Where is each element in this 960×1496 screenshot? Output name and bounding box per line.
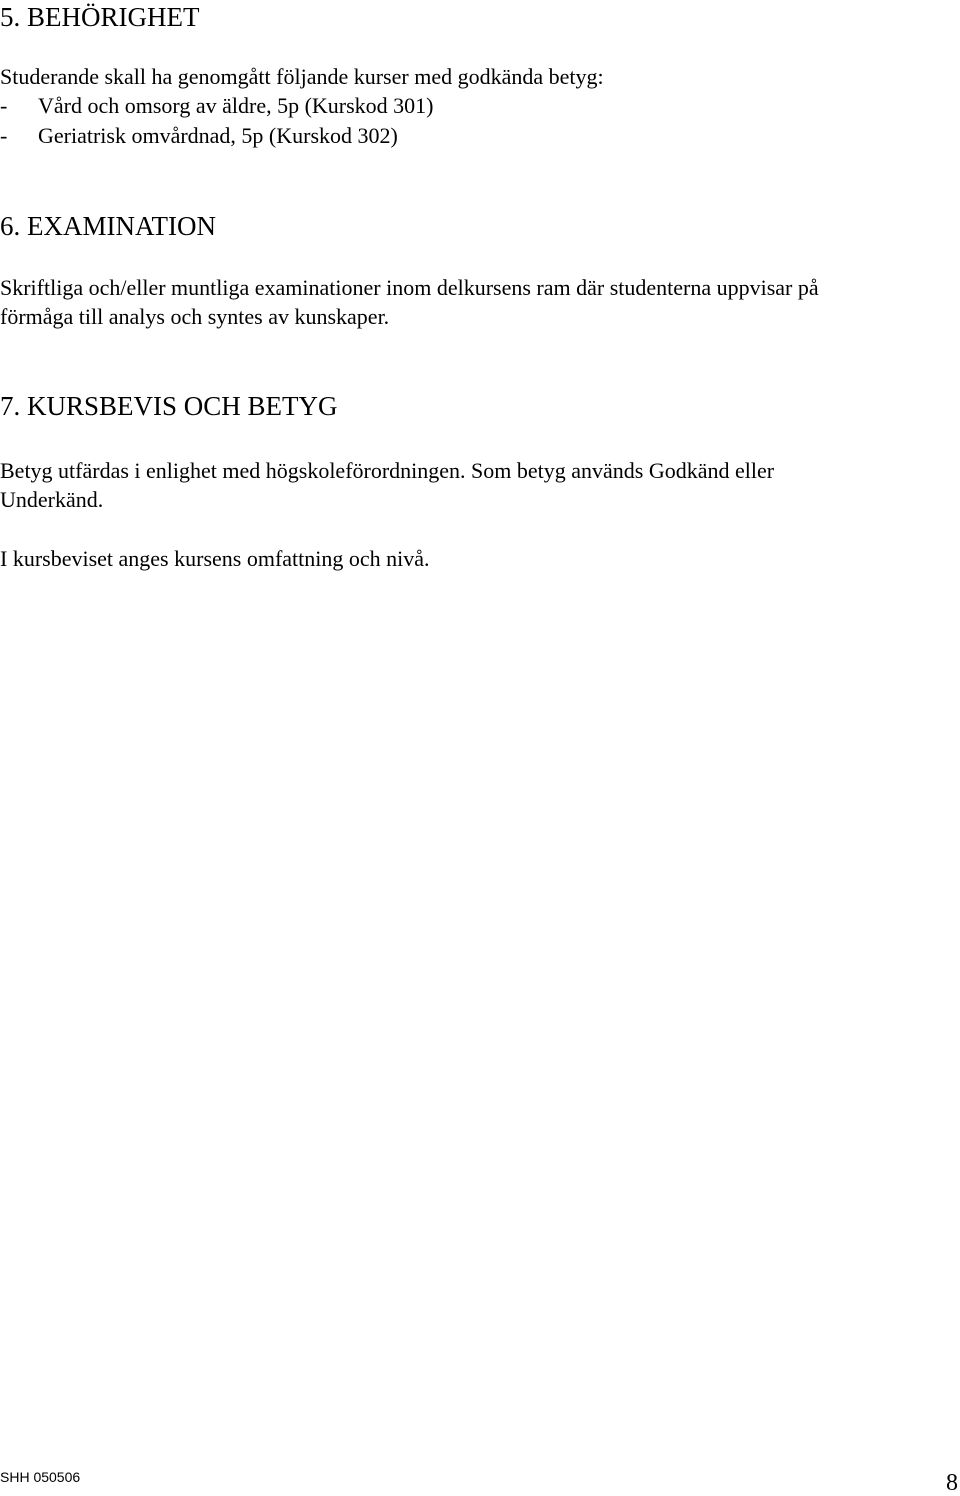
list-dash: - [0,122,8,148]
course-item-text: Vård och omsorg av äldre, 5p (Kurskod 301) [38,93,434,118]
list-item [0,121,434,151]
prerequisite-course-list [0,91,434,150]
list-item [0,91,434,121]
section-7-heading: 7. KURSBEVIS OCH BETYG [0,391,338,421]
section-5-intro: Studerande skall ha genomgått följande kurser med godkända betyg: [0,64,604,89]
section-6-line-1: Skriftliga och/eller muntliga examinationer inom delkursens ram där studenterna uppvisar på [0,275,819,300]
footer-document-code: SHH 050506 [0,1469,81,1485]
section-5-heading: 5. BEHÖRIGHET [0,2,200,32]
section-7-line-1: Betyg utfärdas i enlighet med högskoleförordningen. Som betyg används Godkänd eller [0,458,775,483]
section-7-note: I kursbeviset anges kursens omfattning och nivå. [0,546,430,571]
section-7-line-2: Underkänd. [0,487,104,512]
course-item-text: Geriatrisk omvårdnad, 5p (Kurskod 302) [38,122,398,148]
section-6-heading: 6. EXAMINATION [0,211,216,241]
section-6-line-2: förmåga till analys och syntes av kunskaper. [0,304,390,329]
page-number: 8 [946,1470,958,1496]
list-dash: - [0,93,8,118]
